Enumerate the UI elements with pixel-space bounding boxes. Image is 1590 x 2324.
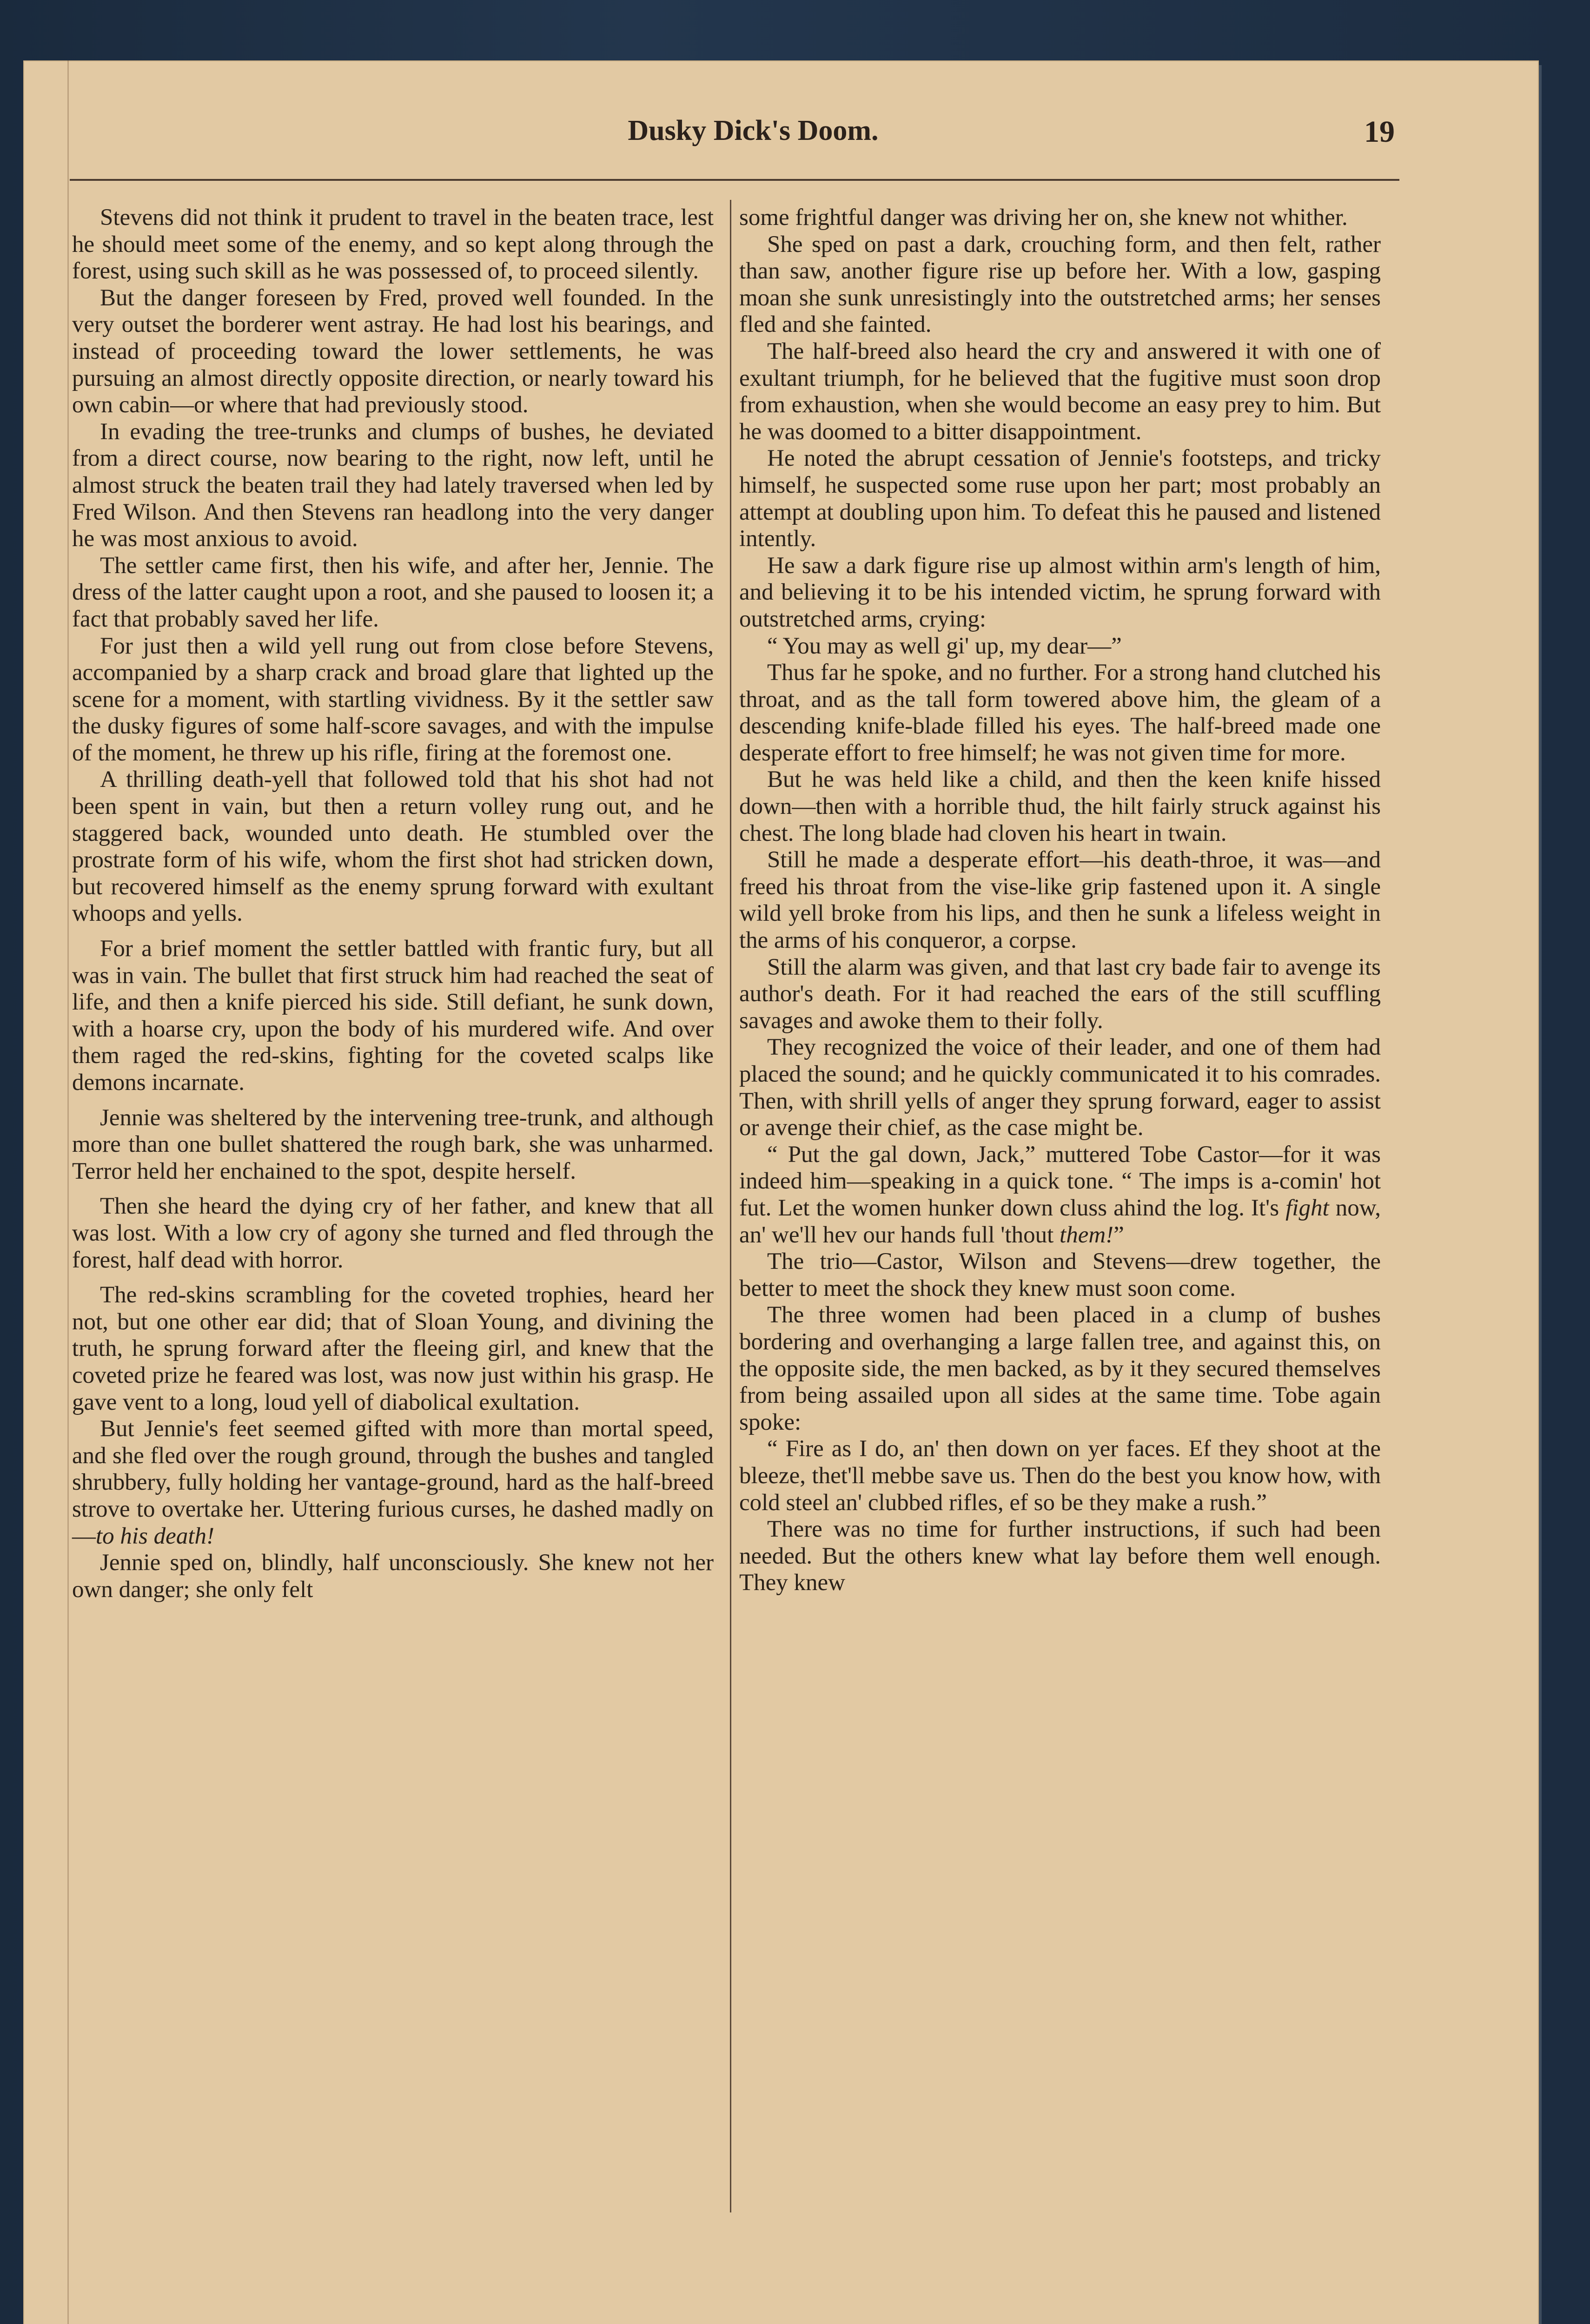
paragraph: Stevens did not think it prudent to travel in the beaten trace, lest he should meet some of the enemy, and so kept along through the forest, using such skill as he was possessed of, to proceed silently. — [72, 205, 714, 284]
paragraph-text: ” — [1113, 1221, 1124, 1248]
paragraph: There was no time for further instructions, if such had been needed. But the others knew what lay before them well enough. They knew — [739, 1516, 1381, 1596]
paragraph: Jennie was sheltered by the intervening tree-trunk, and although more than one bullet shattered the rough bark, she was unharmed. Terror held her enchained to the spot, despite herself. — [72, 1104, 714, 1184]
paragraph: Still he made a desperate effort—his death-throe, it was—and freed his throat from the vise-like grip fastened upon it. A single wild yell broke from his lips, and then he sunk a lifeless weight in the arms of his conqueror, a corpse. — [739, 847, 1381, 954]
italic-phrase: them! — [1060, 1221, 1114, 1248]
paragraph: He noted the abrupt cessation of Jennie's footsteps, and tricky himself, he suspected some ruse upon her part; most probably an attempt at doubling upon him. To defeat this he paused and listened intently. — [739, 445, 1381, 552]
paragraph: “ You may as well gi' up, my dear—” — [767, 633, 1122, 659]
italic-phrase: fight — [1285, 1195, 1329, 1221]
paragraph: The settler came first, then his wife, and after her, Jennie. The dress of the latter caught upon a root, and she paused to loosen it; a fact that probably saved her life. — [72, 552, 714, 632]
paragraph — [739, 1142, 1381, 1248]
paragraph: Then she heard the dying cry of her father, and knew that all was lost. With a low cry of agony she turned and fled through the forest, half dead with horror. — [72, 1193, 714, 1273]
header-rule — [70, 179, 1399, 181]
paragraph — [72, 1416, 714, 1550]
paragraph: For just then a wild yell rung out from close before Stevens, accompanied by a sharp crack and broad glare that lighted up the scene for a moment, with startling vividness. By it the settler saw the dusky figures of some half-score savages, and with the impulse of the moment, he threw up his rifle, firing at the foremost one. — [72, 633, 714, 766]
paragraph: A thrilling death-yell that followed told that his shot had not been spent in vain, but then a return volley rung out, and he staggered back, wounded unto death. He stumbled over the prostrate form of his wife, whom the first shot had stricken down, but recovered himself as the enemy sprung forward with exultant whoops and yells. — [72, 766, 714, 927]
paragraph: For a brief moment the settler battled with frantic fury, but all was in vain. The bullet that first struck him had reached the seat of life, and then a knife pierced his side. Still defiant, he sunk down, with a hoarse cry, upon the body of his murdered wife. And over them raged the red-skins, fighting for the coveted scalps like demons incarnate. — [72, 936, 714, 1096]
paragraph: But the danger foreseen by Fred, proved well founded. In the very outset the borderer went astray. He had lost his bearings, and instead of proceeding toward the lower settlements, he was pursuing an almost directly opposite direction, or nearly toward his own cabin—or where that had previously stood. — [72, 284, 714, 418]
page-fold — [67, 60, 69, 2324]
paragraph: He saw a dark figure rise up almost within arm's length of him, and believing it to be his intended victim, he sprung forward with outstretched arms, crying: — [739, 552, 1381, 632]
column-divider — [730, 200, 731, 2212]
page-number: 19 — [1364, 115, 1395, 149]
page-title: Dusky Dick's Doom. — [628, 115, 879, 146]
paragraph: some frightful danger was driving her on, she knew not whither. — [739, 205, 1348, 231]
paragraph: The trio—Castor, Wilson and Stevens—drew together, the better to meet the shock they knew must soon come. — [739, 1248, 1381, 1301]
paragraph-text: But Jennie's feet seemed gifted with more than mortal speed, and she fled over the rough ground, through the bushes and tangled shrubbery, fully holding her vantage-ground, hard as the half-breed strove to overtake her. Uttering furious curses, he dashed madly on— — [72, 1416, 714, 1549]
paragraph: The half-breed also heard the cry and answered it with one of exultant triumph, for he believed that the fugitive must soon drop from exhaustion, when she would become an easy prey to him. But he was doomed to a bitter disappointment. — [739, 338, 1381, 445]
right-column — [739, 205, 1381, 1597]
paragraph: In evading the tree-trunks and clumps of bushes, he deviated from a direct course, now bearing to the right, now left, until he almost struck the beaten trail they had lately traversed when led by Fred Wilson. And then Stevens ran headlong into the very danger he was most anxious to avoid. — [72, 418, 714, 552]
paragraph-text: “ Put the gal down, Jack,” muttered Tobe Castor—for it was indeed him—speaking in a quick tone. “ The imps is a-comin' hot fut. Let the women hunker down cluss ahind the log. It's — [739, 1141, 1381, 1221]
paragraph: They recognized the voice of their leader, and one of them had placed the sound; and he quickly communicated it to his comrades. Then, with shrill yells of anger they sprung forward, eager to assist or avenge their chief, as the case might be. — [739, 1034, 1381, 1141]
left-column — [72, 205, 714, 1603]
paragraph: Thus far he spoke, and no further. For a strong hand clutched his throat, and as the tall form towered above him, the gleam of a descending knife-blade filled his eyes. The half-breed made one desperate effort to free himself; he was not given time for more. — [739, 660, 1381, 766]
paragraph: “ Fire as I do, an' then down on yer faces. Ef they shoot at the bleeze, thet'll mebbe save us. Then do the best you know how, with cold steel an' clubbed rifles, ef so be they make a rush.” — [739, 1436, 1381, 1516]
paragraph: She sped on past a dark, crouching form, and then felt, rather than saw, another figure rise up before her. With a low, gasping moan she sunk unresistingly into the outstretched arms; her senses fled and she fainted. — [739, 231, 1381, 338]
italic-phrase: to his death! — [96, 1523, 214, 1549]
paragraph: The three women had been placed in a clump of bushes bordering and overhanging a large fallen tree, and against this, on the opposite side, the men backed, as by it they secured themselves from being assailed upon all sides at the same time. Tobe again spoke: — [739, 1302, 1381, 1435]
paragraph: The red-skins scrambling for the coveted trophies, heard her not, but one other ear did; that of Sloan Young, and divining the truth, he sprung forward after the fleeing girl, and knew that the coveted prize he feared was lost, was now just within his grasp. He gave vent to a long, loud yell of diabolical exultation. — [72, 1282, 714, 1415]
paragraph: Jennie sped on, blindly, half unconsciously. She knew not her own danger; she only felt — [72, 1550, 714, 1603]
paragraph: Still the alarm was given, and that last cry bade fair to avenge its author's death. For it had reached the ears of the still scuffling savages and awoke them to their folly. — [739, 954, 1381, 1034]
paragraph-text: now, an' we'll hev our hands full 'thout — [739, 1195, 1381, 1248]
paragraph: But he was held like a child, and then the keen knife hissed down—then with a horrible thud, the hilt fairly struck against his chest. The long blade had cloven his heart in twain. — [739, 766, 1381, 846]
